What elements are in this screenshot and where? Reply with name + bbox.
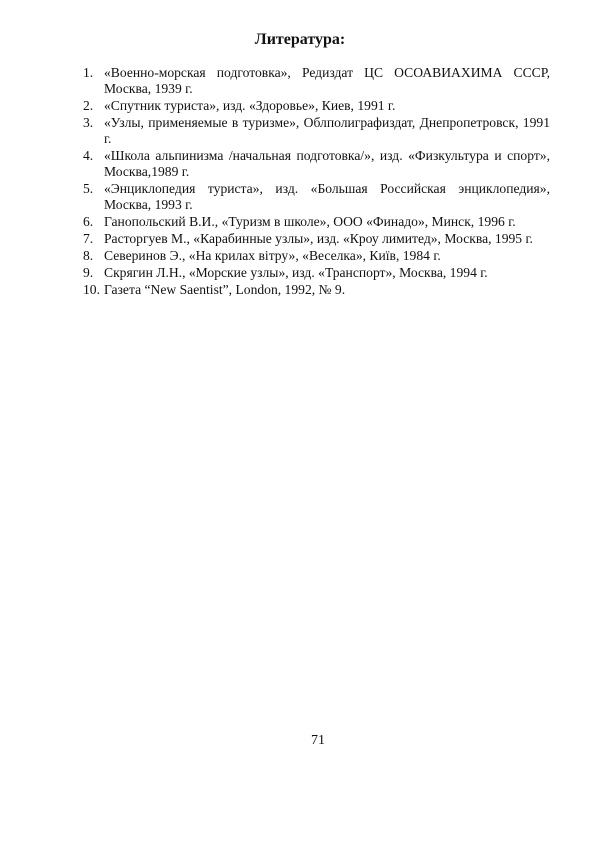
item-text: Скрягин Л.Н., «Морские узлы», изд. «Транспорт», Москва, 1994 г. — [104, 265, 488, 280]
item-text: «Спутник туриста», изд. «Здоровье», Киев, 1991 г. — [104, 98, 396, 113]
list-item — [80, 214, 550, 230]
item-number: 1. — [83, 65, 94, 80]
item-text: Ганопольский В.И., «Туризм в школе», ООО «Финадо», Минск, 1996 г. — [104, 214, 516, 229]
item-number: 10. — [83, 282, 100, 297]
item-number: 5. — [83, 181, 94, 196]
item-text: «Узлы, применяемые в туризме», Облполиграфиздат, Днепропетровск, 1991 г. — [104, 115, 550, 146]
item-text: Северинов Э., «На крилах вітру», «Веселка», Київ, 1984 г. — [104, 248, 441, 263]
item-number: 8. — [83, 248, 94, 263]
item-number: 7. — [83, 231, 94, 246]
page-title: Литература: — [254, 31, 346, 48]
list-item — [80, 98, 550, 114]
list-item — [80, 282, 550, 298]
item-text: «Энциклопедия туриста», изд. «Большая Российская энциклопедия», Москва, 1993 г. — [104, 181, 550, 212]
item-number: 9. — [83, 265, 94, 280]
item-number: 3. — [83, 115, 94, 130]
item-number: 4. — [83, 148, 94, 163]
page-number: 71 — [311, 733, 325, 748]
item-text: «Военно-морская подготовка», Редиздат ЦС ОСОАВИАХИМА СССР, Москва, 1939 г. — [104, 65, 550, 96]
list-item — [80, 265, 550, 281]
item-text: Расторгуев М., «Карабинные узлы», изд. «Кроу лимитед», Москва, 1995 г. — [104, 231, 533, 246]
list-item — [80, 248, 550, 264]
item-text: «Школа альпинизма /начальная подготовка/», изд. «Физкультура и спорт», Москва,1989 г. — [104, 148, 550, 179]
reference-list — [80, 65, 550, 299]
item-number: 2. — [83, 98, 94, 113]
list-item — [80, 65, 550, 97]
item-text: Газета “New Saentist”, London, 1992, № 9. — [104, 282, 346, 297]
item-number: 6. — [83, 214, 94, 229]
list-item — [80, 231, 550, 247]
list-item — [80, 181, 550, 213]
list-item — [80, 148, 550, 180]
list-item — [80, 115, 550, 147]
